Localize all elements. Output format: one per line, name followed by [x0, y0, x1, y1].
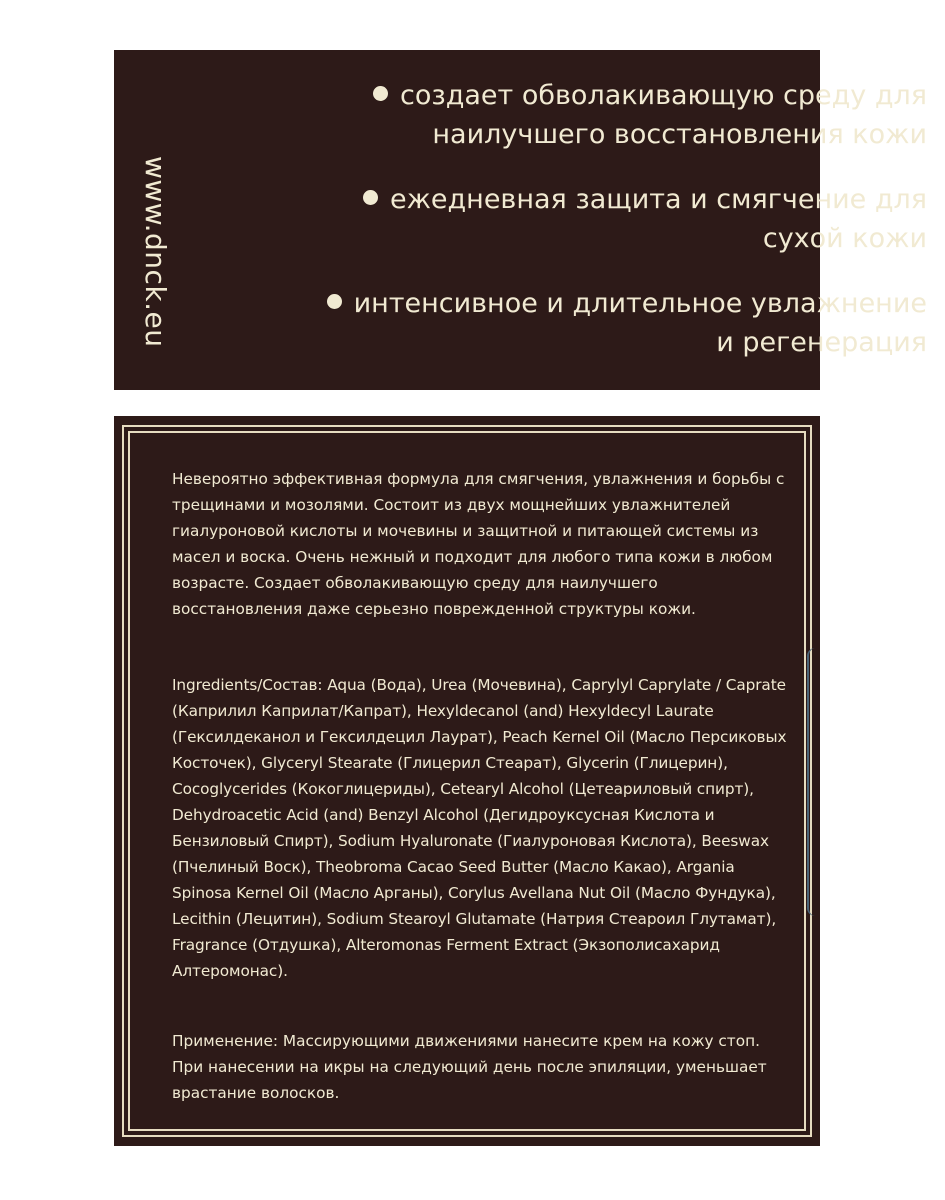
bullet-icon: [363, 190, 378, 205]
benefit-text: создает обволакивающую среду для наилучшего восстановления кожи: [399, 80, 927, 150]
benefit-text: интенсивное и длительное увлажнение и регенерация: [353, 288, 927, 358]
bullet-icon: [327, 294, 342, 309]
benefit-item: [307, 76, 927, 154]
ingredients-list: Ingredients/Состав: Aqua (Вода), Urea (Мочевина), Caprylyl Caprylate / Caprate (Каприлил Каприлат/Капрат), Hexyldecanol (and) Hexyldecyl Laurate (Гексилдеканол и Гексилдецил Лаурат), Peach Kernel Oil (Масло Персиковых Косточек), Glyceryl Stearate (Глицерил Стеарат), Glycerin (Глицерин), Cocoglycerides (Кокоглицериды), Cetearyl Alcohol (Цетеариловый спирт), Dehydroacetic Acid (and) Benzyl Alcohol (Дегидроуксусная Кислота и Бензиловый Спирт), Sodium Hyaluronate (Гиалуроновая Кислота), Beeswax (Пчелиный Воск), Theobroma Cacao Seed Butter (Масло Какао), Argania Spinosa Kernel Oil (Масло Арганы), Corylus Avellana Nut Oil (Масло Фундука), Lecithin (Лецитин), Sodium Stearoyl Glutamate (Натрия Стеароил Глутамат), Fragrance (Отдушка), Alteromonas Ferment Extract (Экзополисахарид Алтеромонас).: [172, 676, 787, 980]
product-description: Невероятно эффективная формула для смягчения, увлажнения и борьбы с трещинами и мозолями. Состоит из двух мощнейших увлажнителей гиалуроновой кислоты и мочевины и защитной и питающей системы из масел и воска. Очень нежный и подходит для любого типа кожи в любом возрасте. Создает обволакивающую среду для наилучшего восстановления даже серьезно поврежденной структуры кожи.: [172, 470, 785, 618]
bullet-icon: [373, 86, 388, 101]
side-tab-edge: [807, 648, 821, 916]
benefit-text: ежедневная защита и смягчение для сухой кожи: [389, 184, 927, 254]
benefit-item: [307, 284, 927, 362]
usage-instructions: Применение: Массирующими движениями нанесите крем на кожу стоп. При нанесении на икры на следующий день после эпиляции, уменьшает врастание волосков.: [172, 1032, 767, 1102]
benefits-list: [307, 76, 927, 388]
benefit-item: [307, 180, 927, 258]
website-url: www.dnck.eu: [139, 156, 172, 348]
